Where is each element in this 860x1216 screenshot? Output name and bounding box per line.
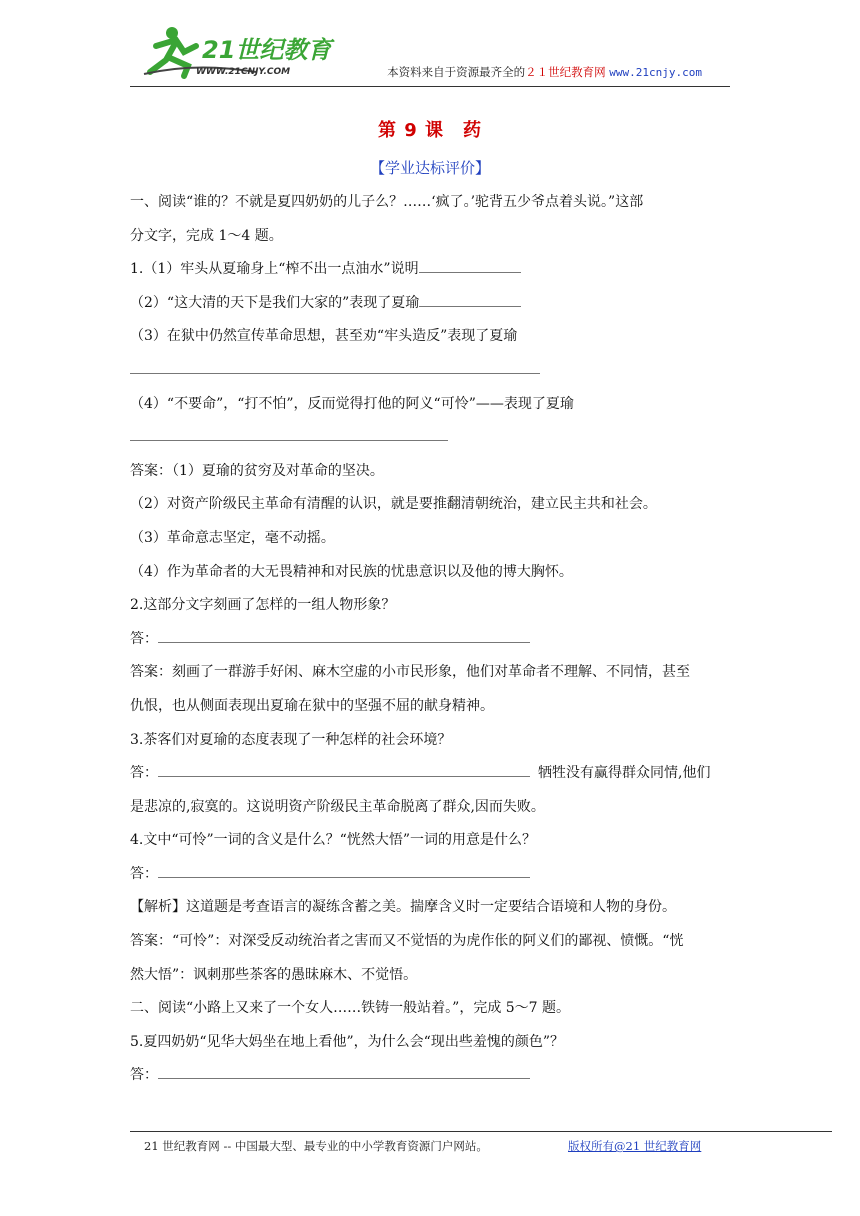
answer-prefix: 答： <box>130 630 158 647</box>
answer-1-3: （3）革命意志坚定，毫不动摇。 <box>130 529 335 546</box>
answer-blank[interactable] <box>130 423 448 441</box>
passage-intro-cont: 分文字，完成 1～4 题。 <box>130 227 283 244</box>
page-footer <box>130 1131 832 1153</box>
question-text: （2）“这大清的天下是我们大家的”表现了夏瑜 <box>130 294 420 311</box>
question-1-3: （3）在狱中仍然宣传革命思想，甚至劝“牢头造反”表现了夏瑜 <box>130 328 518 345</box>
question-3: 3.茶客们对夏瑜的态度表现了一种怎样的社会环境？ <box>130 731 452 748</box>
answer-blank[interactable] <box>158 625 530 643</box>
header-note-prefix: 本资料来自于资源最齐全的 <box>387 65 526 79</box>
copyright-link[interactable]: 版权所有@21 世纪教育网 <box>568 1139 702 1153</box>
answer-blank[interactable] <box>158 759 530 777</box>
passage-2-intro: 二、阅读“小路上又来了一个女人……铁铸一般站着。”，完成 5～7 题。 <box>130 1000 571 1017</box>
site-logo[interactable] <box>136 22 336 82</box>
passage-intro: 一、阅读“谁的？不就是夏四奶奶的儿子么？……‘疯了。’驼背五少爷点着头说。”这部 <box>130 194 644 210</box>
answer-prefix: 答： <box>130 765 158 782</box>
page-header <box>130 22 730 87</box>
answer-line-5 <box>130 1059 730 1093</box>
question-2: 2.这部分文字刻画了怎样的一组人物形象？ <box>130 597 396 614</box>
answer-3: 牺牲没有赢得群众同情,他们 <box>538 765 711 782</box>
answer-prefix: 答： <box>130 865 158 882</box>
section-subtitle: 【学业达标评价】 <box>369 159 490 177</box>
answer-blank[interactable] <box>158 1061 530 1079</box>
answer-2: 答案：刻画了一群游手好闲、麻木空虚的小市民形象，他们对革命者不理解、不同情，甚至 <box>130 664 690 681</box>
analysis-4: 【解析】这道题是考查语言的凝练含蓄之美。揣摩含义时一定要结合语境和人物的身份。 <box>130 899 676 916</box>
question-text: 1.（1）牢头从夏瑜身上“榨不出一点油水”说明 <box>130 261 419 278</box>
answer-line-2 <box>130 623 730 657</box>
lesson-title: 第 9 课 药 <box>377 120 483 141</box>
question-4: 4.文中“可怜”一词的含义是什么？“恍然大悟”一词的用意是什么？ <box>130 832 536 849</box>
answer-2-cont: 仇恨，也从侧面表现出夏瑜在狱中的坚强不屈的献身精神。 <box>130 697 494 714</box>
answer-blank[interactable] <box>158 860 530 878</box>
answer-4: 答案：“可怜”：对深受反动统治者之害而又不觉悟的为虎作伥的阿义们的鄙视、愤慨。“恍 <box>130 933 684 950</box>
answer-line-3 <box>130 757 730 791</box>
logo-text: 21世纪教育 <box>202 36 332 64</box>
question-1-1 <box>130 253 730 287</box>
answer-prefix: 答： <box>130 1067 158 1084</box>
answer-blank[interactable] <box>130 356 540 374</box>
answer-line-1-4 <box>130 421 730 455</box>
footer-text: 21 世纪教育网 -- 中国最大型、最专业的中小学教育资源门户网站。 <box>144 1139 488 1153</box>
answer-1-4: （4）作为革命者的大无畏精神和对民族的忧患意识以及他的博大胸怀。 <box>130 563 573 580</box>
answer-3-cont: 是悲凉的,寂寞的。这说明资产阶级民主革命脱离了群众,因而失败。 <box>130 798 545 815</box>
header-note <box>387 64 702 80</box>
answer-line-1-3 <box>130 354 730 388</box>
answer-1-2: （2）对资产阶级民主革命有清醒的认识，就是要推翻清朝统治，建立民主共和社会。 <box>130 496 657 513</box>
answer-line-4 <box>130 858 730 892</box>
header-url-link[interactable]: www.21cnjy.com <box>609 66 702 79</box>
question-1-4: （4）“不要命”，“打不怕”，反而觉得打他的阿义“可怜”——表现了夏瑜 <box>130 395 574 412</box>
logo-url: WWW.21CNJY.COM <box>196 67 291 77</box>
answer-1-1: 答案：（1）夏瑜的贫穷及对革命的坚决。 <box>130 462 384 479</box>
answer-blank[interactable] <box>419 255 521 273</box>
question-1-2 <box>130 287 730 321</box>
answer-4-cont: 然大悟”：讽刺那些茶客的愚昧麻木、不觉悟。 <box>130 966 418 983</box>
question-5: 5.夏四奶奶“见华大妈坐在地上看他”，为什么会“现出些羞愧的颜色”？ <box>130 1033 564 1050</box>
document-body <box>130 186 730 1093</box>
answer-blank[interactable] <box>419 289 521 307</box>
header-brand-link[interactable]: ２１世纪教育网 <box>525 65 606 79</box>
